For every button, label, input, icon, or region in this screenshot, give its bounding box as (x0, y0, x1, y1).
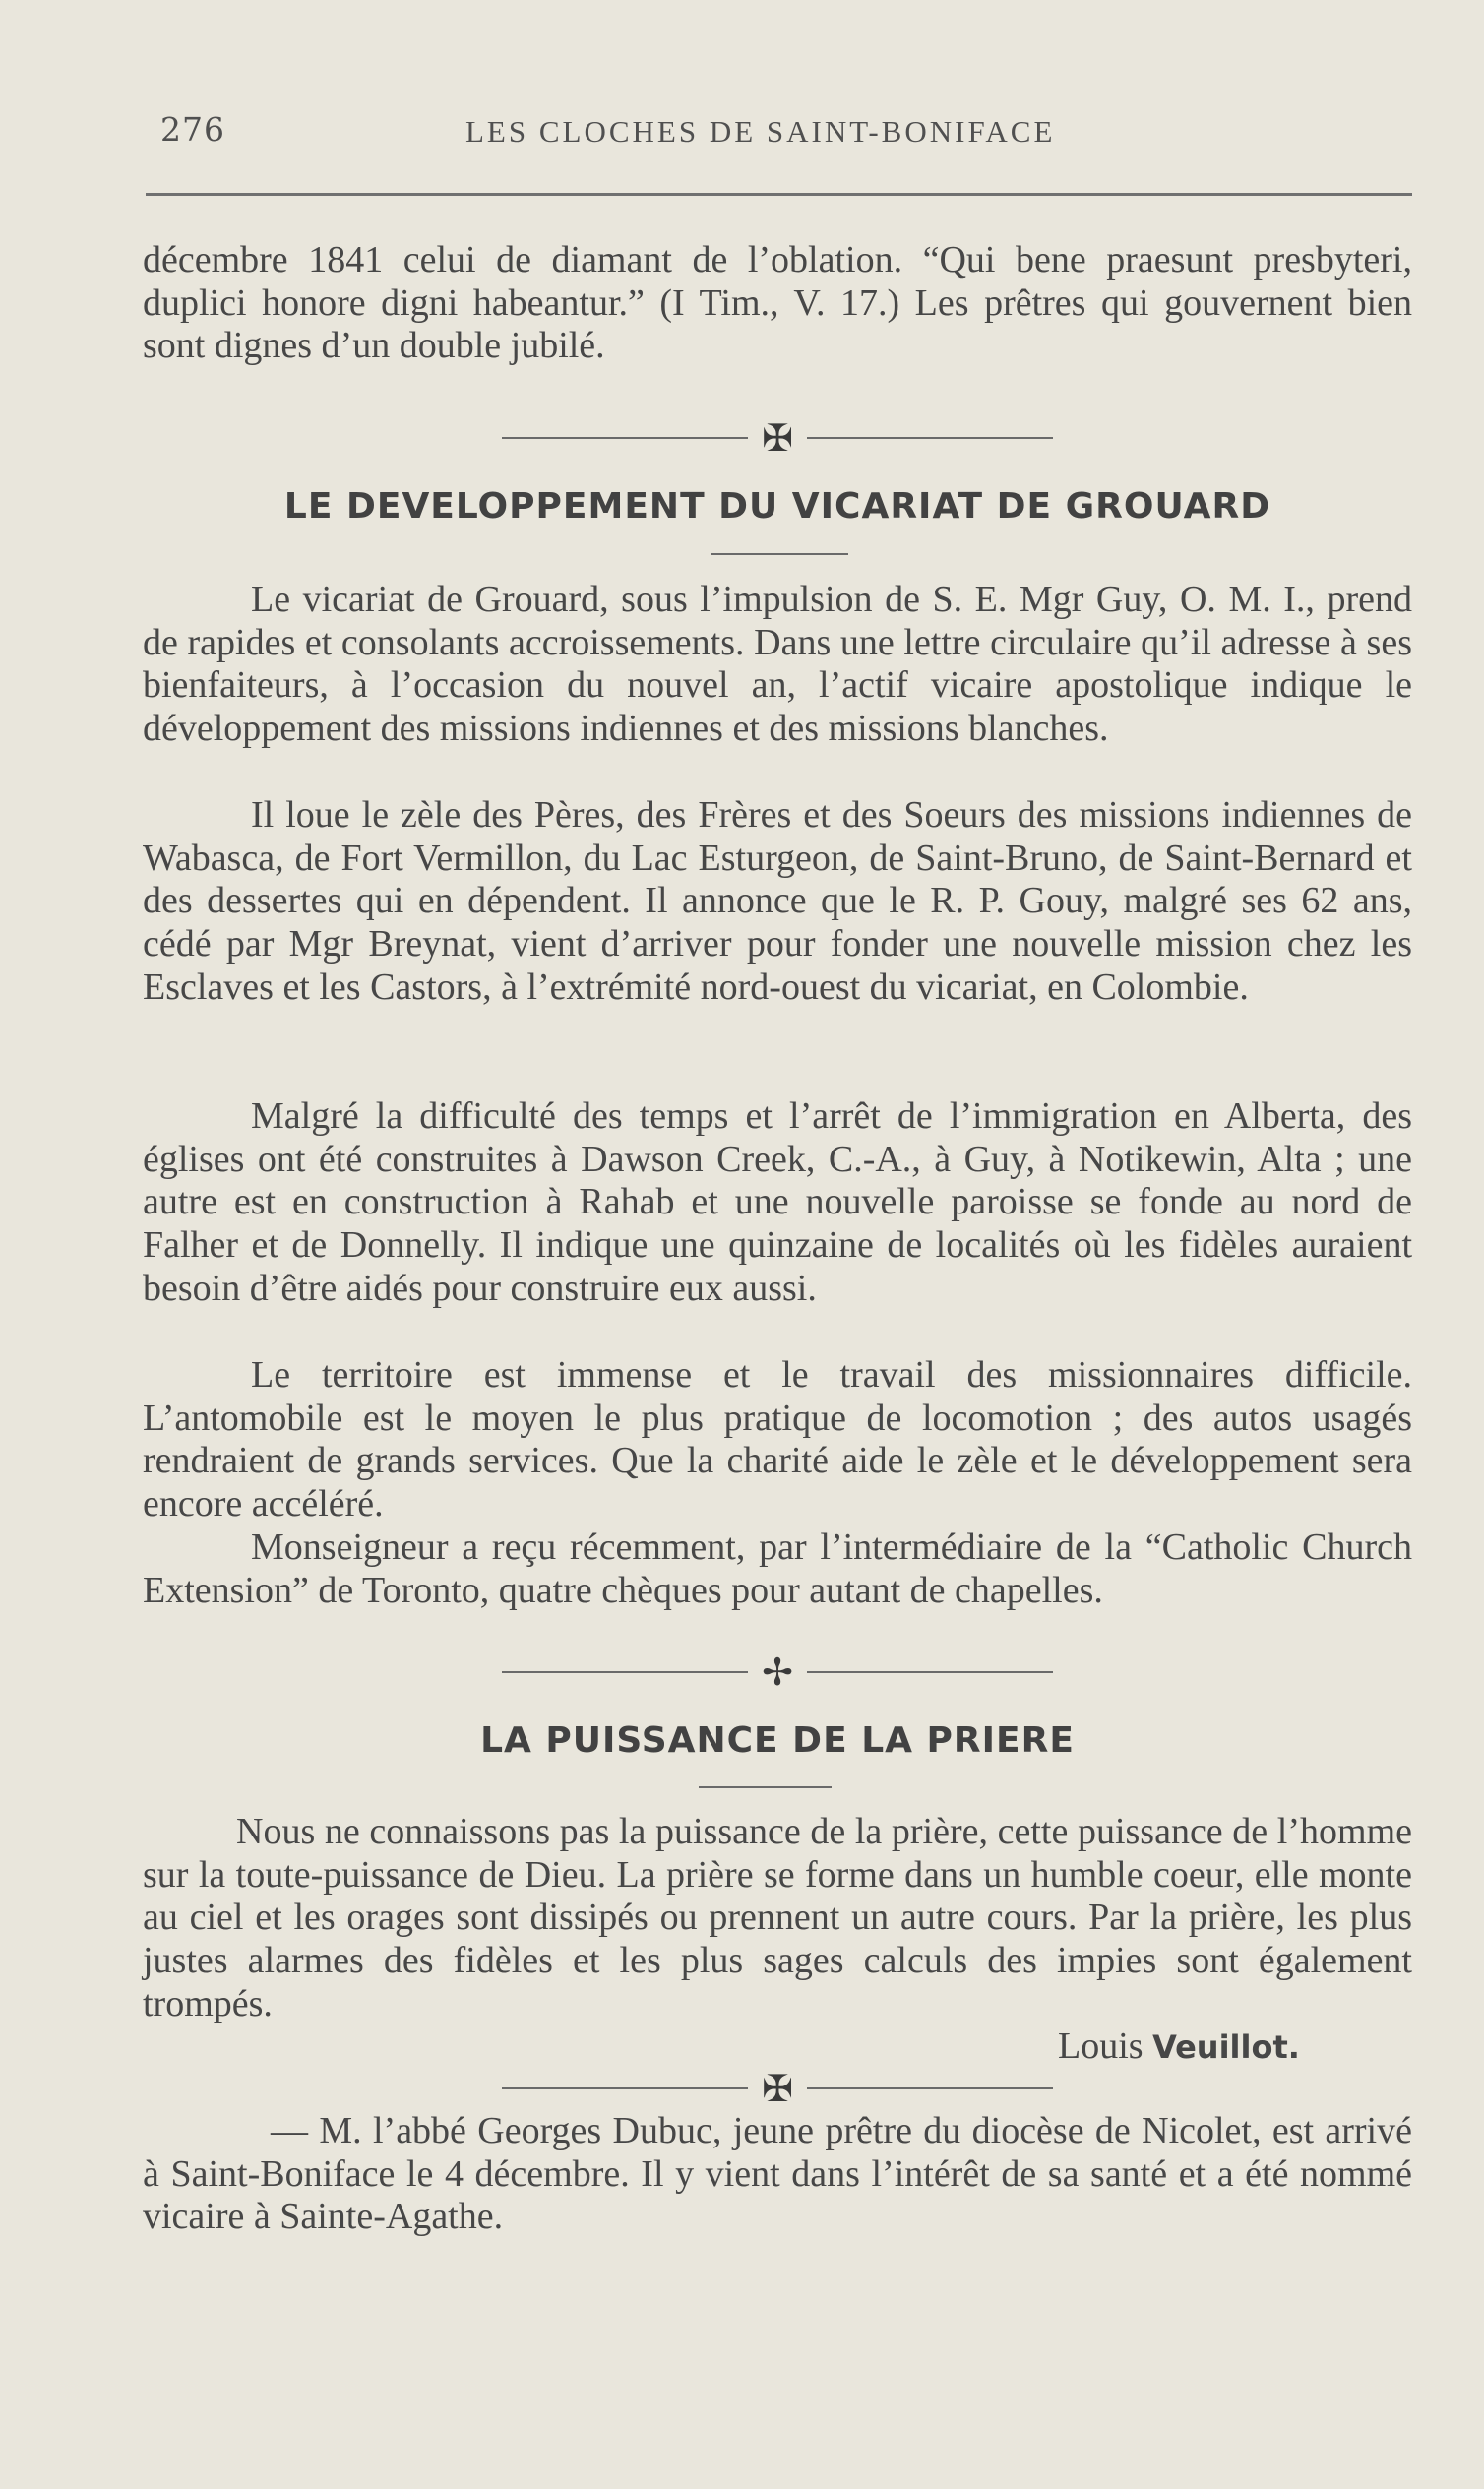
signature-last-name: Veuillot. (1152, 2028, 1300, 2066)
cross-icon: ✢ (762, 1650, 793, 1694)
maltese-cross-icon: ✠ (762, 416, 793, 460)
article1-paragraph-4: Le territoire est immense et le travail des missionnaires difficile. L’antomobile est le moyen le plus pratique de locomotion ; des autos usagés rendraient de grands services. Que la charité aide le zèle et le développement sera encore accéléré. (143, 1354, 1412, 1525)
page-header (160, 110, 1415, 150)
ornament-line (502, 1671, 748, 1673)
ornament-line (807, 2087, 1053, 2089)
header-rule (146, 193, 1412, 196)
title-underline (711, 553, 848, 555)
section-ornament-3 (472, 2069, 1082, 2108)
ornament-line (807, 437, 1053, 439)
ornament-line (502, 437, 748, 439)
article1-paragraph-3: Malgré la difficulté des temps et l’arrêt de l’immigration en Alberta, des églises ont été construites à Dawson Creek, C.-A., à Guy, à Notikewin, Alta ; une autre est en construction à Rahab et une nouvelle paroisse se fonde au nord de Falher et de Donnelly. Il indique une quinzaine de localités où les fidèles auraient besoin d’être aidés pour construire eux aussi. (143, 1095, 1412, 1309)
article2-paragraph: Nous ne connaissons pas la puissance de la prière, cette puissance de l’homme sur la toute-puissance de Dieu. La prière se forme dans un humble coeur, elle monte au ciel et les orages sont dissipés ou prennent un autre cours. Par la prière, les plus justes alarmes des fidèles et les plus sages calculs des impies sont également trompés. (143, 1811, 1412, 2024)
signature (1058, 2024, 1300, 2068)
article-title-vicariat: LE DEVELOPPEMENT DU VICARIAT DE GROUARD (283, 486, 1271, 527)
ornament-line (807, 1671, 1053, 1673)
title-underline (699, 1786, 832, 1788)
signature-first-name: Louis (1058, 2025, 1144, 2067)
section-ornament-1 (472, 418, 1082, 458)
page-number: 276 (160, 110, 225, 149)
maltese-cross-icon: ✠ (762, 2067, 793, 2110)
continued-paragraph: décembre 1841 celui de diamant de l’oblation. “Qui bene praesunt presbyteri, duplici honore digni habeantur.” (I Tim., V. 17.) Les prêtres qui gouvernent bien sont dignes d’un double jubilé. (143, 239, 1412, 367)
article-title-priere: LA PUISSANCE DE LA PRIERE (480, 1720, 1075, 1761)
article1-paragraph-5: Monseigneur a reçu récemment, par l’intermédiaire de la “Catholic Church Extension” de Toronto, quatre chèques pour autant de chapelles. (143, 1526, 1412, 1611)
ornament-line (502, 2087, 748, 2089)
notice-paragraph: — M. l’abbé Georges Dubuc, jeune prêtre du diocèse de Nicolet, est arrivé à Saint-Boniface le 4 décembre. Il y vient dans l’intérêt de sa santé et a été nommé vicaire à Sainte-Agathe. (143, 2110, 1412, 2238)
article1-paragraph-1: Le vicariat de Grouard, sous l’impulsion de S. E. Mgr Guy, O. M. I., prend de rapides et consolants accroissements. Dans une lettre circulaire qu’il adresse à ses bienfaiteurs, à l’occasion du nouvel an, l’actif vicaire apostolique indique le développement des missions indiennes et des missions blanches. (143, 579, 1412, 750)
running-title: LES CLOCHES DE SAINT-BONIFACE (465, 114, 1056, 149)
article1-paragraph-2: Il loue le zèle des Pères, des Frères et des Soeurs des missions indiennes de Wabasca, de Fort Vermillon, du Lac Esturgeon, de Saint-Bruno, de Saint-Bernard et des dessertes qui en dépendent. Il annonce que le R. P. Gouy, malgré ses 62 ans, cédé par Mgr Breynat, vient d’arriver pour fonder une nouvelle mission chez les Esclaves et les Castors, à l’extrémité nord-ouest du vicariat, en Colombie. (143, 794, 1412, 1008)
section-ornament-2 (472, 1652, 1082, 1692)
